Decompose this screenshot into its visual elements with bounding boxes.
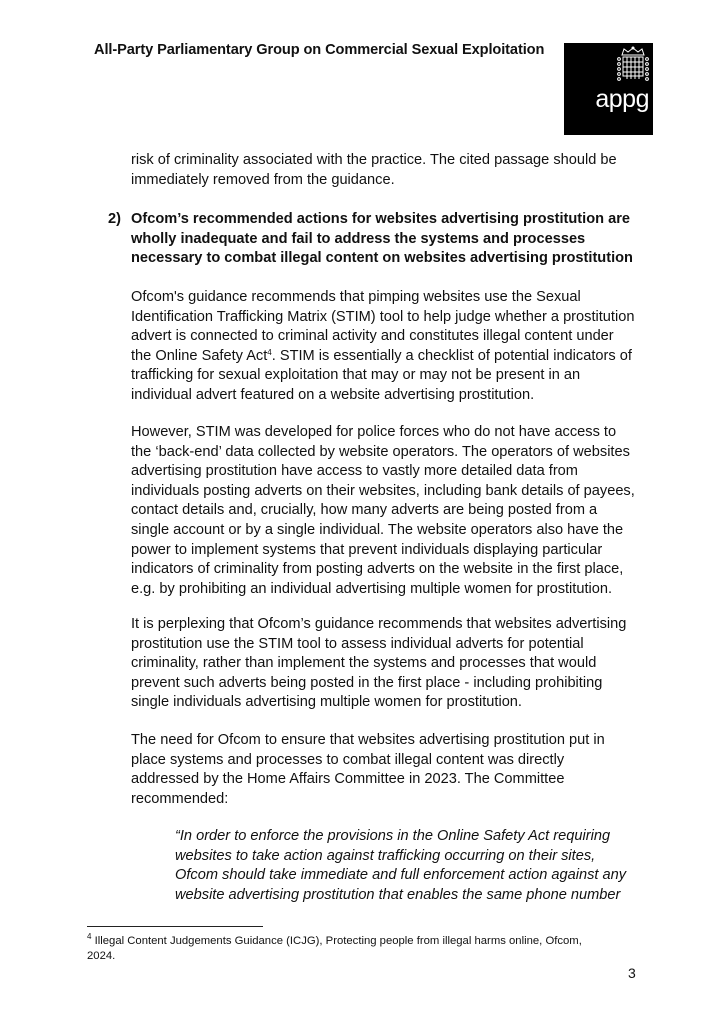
text-line: advert is connected to criminal activity and constitutes illegal content under (131, 328, 614, 345)
paragraph-stim-limitations (131, 423, 651, 599)
footnote-text-continued: 2024. (87, 949, 116, 962)
footnote-divider (87, 926, 263, 927)
quote-line: Ofcom should take immediate and full enforcement action against any (175, 867, 627, 884)
heading-line: necessary to combat illegal content on websites advertising prostitution (131, 250, 633, 267)
footnote-text: Illegal Content Judgements Guidance (ICJG), Protecting people from illegal harms online, Ofcom, (94, 935, 582, 947)
section-number: 2) (108, 211, 121, 227)
text-line: addressed by the Home Affairs Committee in 2023. The Committee (131, 771, 565, 788)
text-line: contact details and, crucially, how many adverts are being posted from a (131, 502, 598, 519)
appg-logo (564, 43, 653, 135)
portcullis-icon (616, 46, 650, 84)
quote-line: website advertising prostitution that enables the same phone number (175, 886, 621, 903)
footnote-reference[interactable]: 4 (267, 347, 272, 357)
paragraph-home-affairs (131, 731, 651, 809)
text-line: prostitution use the STIM tool to assess individual adverts for potential (131, 635, 584, 652)
heading-line: wholly inadequate and fail to address the systems and processes (131, 230, 586, 247)
footnote-marker: 4 (87, 932, 92, 941)
text-line: advertising prostitution have access to vastly more detailed data from (131, 463, 578, 480)
text-line: indicators of criminality from posting adverts on the website in the first place, (131, 561, 624, 578)
page-number: 3 (628, 965, 636, 981)
text-line: individual advert featured on a website advertising prostitution. (131, 386, 535, 403)
text-line: However, STIM was developed for police forces who do not have access to (131, 424, 617, 440)
heading-line: Ofcom’s recommended actions for websites advertising prostitution are (131, 211, 631, 227)
text-line: individuals posting adverts on their websites, including bank details of payees, (131, 482, 635, 499)
committee-quote (175, 827, 645, 905)
section-heading (131, 210, 651, 269)
footnote (87, 934, 647, 963)
text-line: trafficking for sexual exploitation that may or may not be present in an (131, 367, 581, 384)
continuation-paragraph (131, 151, 651, 190)
text-segment: the Online Safety Act (131, 347, 268, 364)
paragraph-stim-recommendation (131, 288, 651, 406)
text-segment: . STIM is essentially a checklist of potential indicators of (271, 347, 632, 364)
text-line: Ofcom's guidance recommends that pimping websites use the Sexual (131, 289, 581, 305)
text-line: the ‘back-end’ data collected by website operators. The operators of websites (131, 443, 630, 460)
text-line: risk of criminality associated with the practice. The cited passage should be (131, 152, 617, 168)
document-header-title: All-Party Parliamentary Group on Commercial Sexual Exploitation (94, 42, 545, 58)
text-line: recommended: (131, 790, 229, 807)
text-line: single individuals advertising multiple women for prostitution. (131, 694, 522, 711)
text-line: The need for Ofcom to ensure that websites advertising prostitution put in (131, 732, 605, 748)
quote-line: websites to take action against trafficking occurring on their sites, (175, 847, 596, 864)
quote-line: “In order to enforce the provisions in the Online Safety Act requiring (175, 828, 611, 844)
text-line: criminality, rather than implement the systems and processes that would (131, 655, 597, 672)
text-line: It is perplexing that Ofcom’s guidance recommends that websites advertising (131, 616, 627, 632)
text-line: immediately removed from the guidance. (131, 171, 395, 188)
text-line (131, 347, 651, 367)
text-line: place systems and processes to combat illegal content was directly (131, 751, 565, 768)
logo-text: appg (595, 85, 649, 113)
text-line: e.g. by prohibiting an individual advertising multiple women for prostitution. (131, 580, 613, 597)
text-line: power to implement systems that prevent individuals displaying particular (131, 541, 603, 558)
text-line: prevent such adverts being posted in the first place - including prohibiting (131, 674, 603, 691)
text-line: single account or by a single individual. The website operators also have the (131, 521, 624, 538)
text-line: Identification Trafficking Matrix (STIM) tool to help judge whether a prostitution (131, 308, 635, 325)
paragraph-perplexing (131, 615, 651, 713)
